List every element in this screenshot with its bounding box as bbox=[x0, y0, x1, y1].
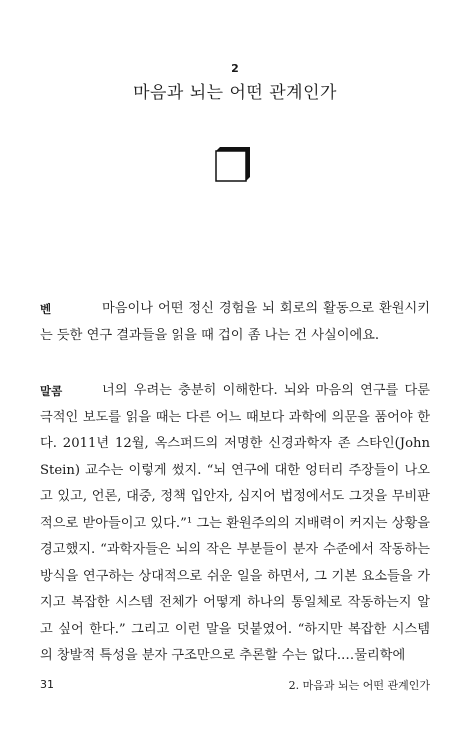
dialogue-ben bbox=[40, 296, 430, 349]
dialogue-text: 너의 우려는 충분히 이해한다. 뇌와 마음의 연구를 다룬 극적인 보도를 읽을 때는 다른 어느 때보다 과학에 의문을 품어야 한다. 2011년 12월, 옥스퍼드의 저명한 신경과학자 존 스타인(John Stein) 교수는 이렇게 썼지. “뇌 연구에 대한 엉터리 주장들이 나오고 있고, 언론, 대중, 정책 입안자, 심지어 법정에서도 그것을 무비판적으로 받아들이고 있다.”¹ 그는 환원주의의 지배력이 커지는 상황을 경고했지. “과학자들은 뇌의 작은 부분들이 분자 수준에서 작동하는 방식을 연구하는 상대적으로 쉬운 일을 하면서, 그 기본 요소들을 가지고 복잡한 시스템 전체가 어떻게 하나의 통일체로 작동하는지 알고 싶어 한다.” 그리고 이런 말을 덧붙였어. “하지만 복잡한 시스템의 창발적 특성을 분자 구조만으로 추론할 수는 없다.…물리학에 bbox=[40, 383, 430, 663]
cube-icon bbox=[215, 146, 251, 182]
running-title: 2. 마음과 뇌는 어떤 관계인가 bbox=[288, 679, 430, 692]
chapter-title: 마음과 뇌는 어떤 관계인가 bbox=[133, 83, 337, 103]
chapter-number: 2 bbox=[231, 62, 239, 75]
speaker-name: 벤 bbox=[40, 302, 52, 316]
speaker-name: 말콤 bbox=[40, 384, 63, 398]
dialogue-malcolm bbox=[40, 378, 430, 670]
page-number: 31 bbox=[40, 678, 54, 691]
dialogue-text: 마음이나 어떤 정신 경험을 뇌 회로의 활동으로 환원시키는 듯한 연구 결과들을 읽을 때 겁이 좀 나는 건 사실이에요. bbox=[40, 301, 430, 343]
